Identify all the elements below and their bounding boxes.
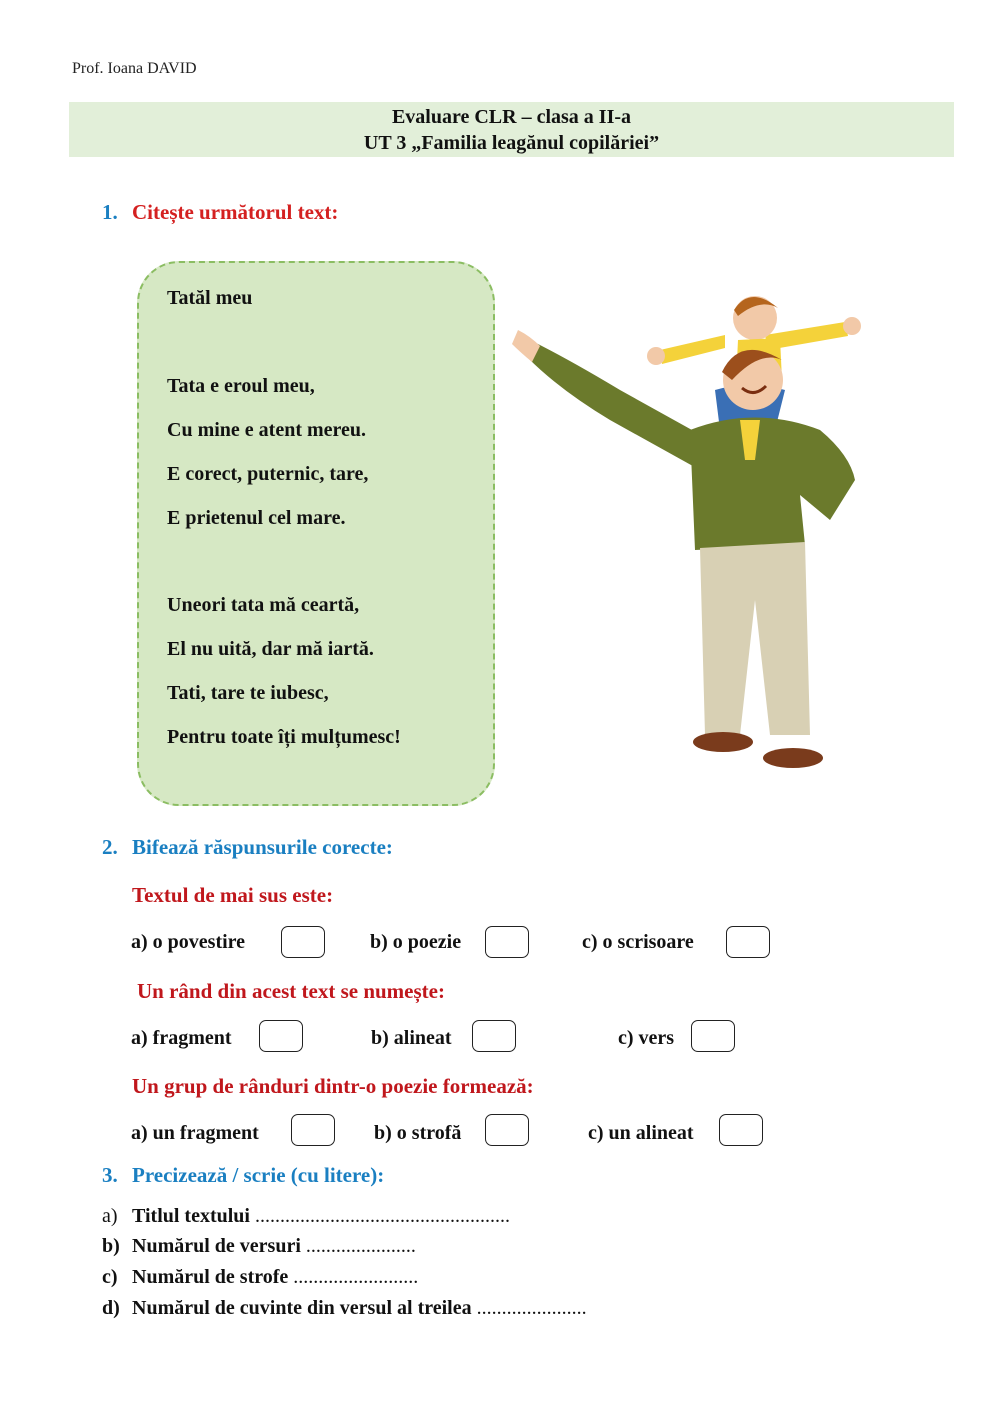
option-1c: c) o scrisoare <box>582 931 694 953</box>
fill-item-text: Numărul de cuvinte din versul al treilea <box>132 1297 472 1319</box>
fill-item-d <box>102 1297 587 1320</box>
poem-line: E prietenul cel mare. <box>167 507 346 529</box>
fill-item-a <box>102 1205 510 1228</box>
father-carrying-son-illustration <box>510 280 880 770</box>
poem-line: Uneori tata mă ceartă, <box>167 594 360 616</box>
option-3a: a) un fragment <box>131 1122 259 1144</box>
checkbox-2b[interactable] <box>472 1020 516 1052</box>
checkbox-1b[interactable] <box>485 926 529 958</box>
fill-item-label: b) <box>102 1235 120 1257</box>
poem-line: Tati, tare te iubesc, <box>167 682 329 704</box>
poem-line: El nu uită, dar mă iartă. <box>167 638 374 660</box>
fill-item-text: Titlul textului <box>132 1205 250 1227</box>
checkbox-2c[interactable] <box>691 1020 735 1052</box>
checkbox-1c[interactable] <box>726 926 770 958</box>
fill-item-b <box>102 1235 416 1258</box>
option-2b: b) alineat <box>371 1027 452 1049</box>
question-3-number: 3. <box>102 1163 118 1187</box>
fill-item-text: Numărul de versuri <box>132 1235 301 1257</box>
fill-item-label: d) <box>102 1297 120 1319</box>
option-2c: c) vers <box>618 1027 675 1049</box>
answer-blank[interactable]: ...................... <box>476 1297 587 1319</box>
question-1-heading <box>102 200 338 225</box>
option-1b: b) o poezie <box>370 931 462 953</box>
option-1a: a) o povestire <box>131 931 246 953</box>
answer-blank[interactable]: ......................... <box>293 1266 419 1288</box>
checkbox-1a[interactable] <box>281 926 325 958</box>
checkbox-2a[interactable] <box>259 1020 303 1052</box>
fill-item-text: Numărul de strofe <box>132 1266 289 1288</box>
poem-line: Cu mine e atent mereu. <box>167 419 367 441</box>
group-2-prompt: Un rând din acest text se numește: <box>137 979 445 1003</box>
poem-line: Tata e eroul meu, <box>167 375 315 397</box>
author-name: Prof. Ioana DAVID <box>72 60 197 77</box>
header-line-2: UT 3 „Familia leagănul copilăriei” <box>363 132 660 154</box>
question-2-heading <box>102 835 393 860</box>
option-3b: b) o strofă <box>374 1122 462 1144</box>
question-1-title: Citește următorul text: <box>132 200 339 224</box>
checkbox-3b[interactable] <box>485 1114 529 1146</box>
question-2-number: 2. <box>102 835 118 859</box>
poem-box <box>137 261 495 806</box>
poem-line: E corect, puternic, tare, <box>167 463 369 485</box>
fill-item-label: c) <box>102 1266 118 1288</box>
option-3c: c) un alineat <box>588 1122 694 1144</box>
question-3-title: Precizează / scrie (cu litere): <box>132 1163 385 1187</box>
answer-blank[interactable]: ...................... <box>305 1235 416 1257</box>
checkbox-3c[interactable] <box>719 1114 763 1146</box>
group-1-prompt: Textul de mai sus este: <box>132 883 334 907</box>
fill-item-c <box>102 1266 418 1289</box>
poem-title: Tatăl meu <box>167 287 253 309</box>
answer-blank[interactable]: ................................................... <box>255 1205 510 1227</box>
option-2a: a) fragment <box>131 1027 232 1049</box>
fill-item-label: a) <box>102 1205 118 1227</box>
question-2-title: Bifează răspunsurile corecte: <box>132 835 393 859</box>
poem-line: Pentru toate îți mulțumesc! <box>167 726 401 748</box>
question-1-number: 1. <box>102 200 118 224</box>
worksheet-header <box>69 102 954 157</box>
header-line-1: Evaluare CLR – clasa a II-a <box>391 106 632 128</box>
question-3-heading <box>102 1163 384 1188</box>
checkbox-3a[interactable] <box>291 1114 335 1146</box>
group-3-prompt: Un grup de rânduri dintr-o poezie formează: <box>132 1074 534 1098</box>
